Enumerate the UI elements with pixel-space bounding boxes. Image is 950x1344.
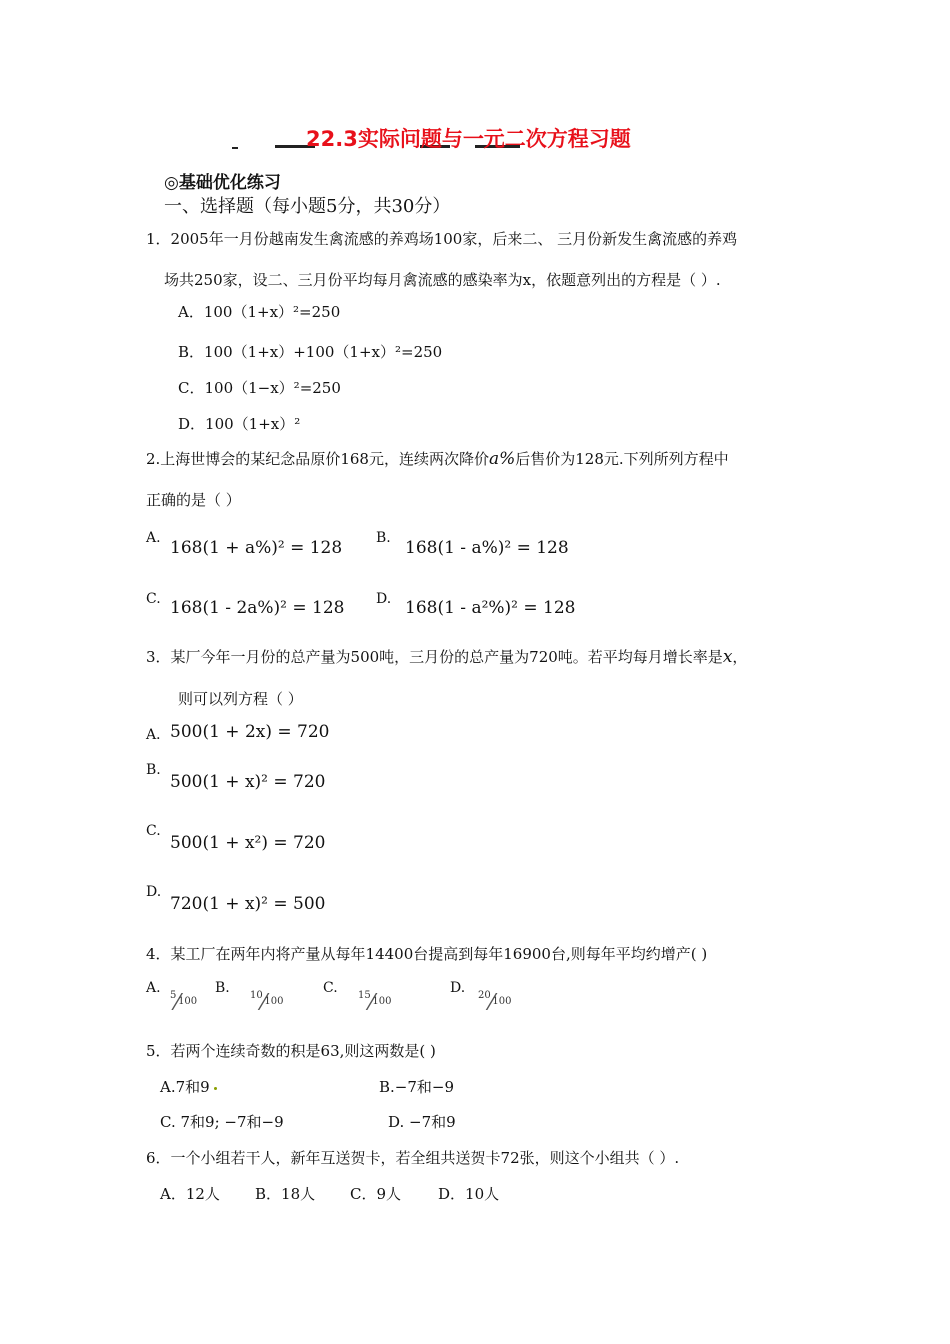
question-2-label-a: A.	[146, 530, 161, 546]
question-4-option-d	[478, 990, 512, 1016]
question-5-option-a	[160, 1076, 217, 1097]
fraction-numerator: 15	[358, 990, 371, 1001]
scan-artifact	[232, 147, 238, 149]
question-5-option-d: D. −7和9	[388, 1113, 456, 1131]
fraction-slash: ⁄	[261, 991, 266, 1016]
question-4-line-1: 4．某工厂在两年内将产量从每年14400台提高到每年16900台,则每年平均约增产( )	[146, 945, 708, 963]
fraction-numerator: 20	[478, 990, 491, 1001]
question-2-label-b: B.	[376, 530, 391, 546]
question-1-option-a: A．100（1+x）²=250	[178, 303, 341, 321]
question-3-line-2: 则可以列方程（ ）	[178, 690, 303, 708]
question-3-option-d: 720(1 + x)² = 500	[170, 894, 326, 914]
question-2-line-1	[146, 448, 729, 469]
question-6-option-c: C．9人	[350, 1185, 402, 1203]
question-4-label-c: C.	[323, 980, 338, 996]
question-3-option-b: 500(1 + x)² = 720	[170, 772, 326, 792]
question-3-label-a: A．	[146, 727, 171, 743]
question-2-label-d: D.	[376, 591, 392, 607]
fraction-slash: ⁄	[175, 991, 180, 1016]
fraction-denominator: 100	[372, 996, 392, 1007]
question-3-option-a: 500(1 + 2x) = 720	[170, 722, 330, 742]
question-2-option-b: 168(1 - a%)² = 128	[405, 538, 569, 558]
fraction-slash: ⁄	[489, 991, 494, 1016]
section-heading: ◎基础优化练习	[164, 173, 281, 193]
question-3-text: 3．某厂今年一月份的总产量为500吨，三月份的总产量为720吨。若平均每月增长率是	[146, 648, 723, 666]
fraction-numerator: 10	[250, 990, 263, 1001]
question-2-text: 2.上海世博会的某纪念品原价168元，连续两次降价	[146, 450, 489, 468]
fraction-denominator: 100	[264, 996, 284, 1007]
question-6-option-b: B．18人	[255, 1185, 316, 1203]
question-6-option-a: A．12人	[160, 1185, 220, 1203]
question-3-label-d: D.	[146, 884, 162, 900]
question-3-text-end: ，	[732, 648, 748, 666]
question-5-option-b: B.−7和−9	[379, 1078, 455, 1096]
question-1-line-2: 场共250家，设二、三月份平均每月禽流感的感染率为x，依题意列出的方程是（ ）.	[164, 271, 721, 289]
question-2-line-2: 正确的是（ ）	[146, 491, 241, 509]
question-4-option-c	[358, 990, 392, 1016]
question-1-line-1: 1．2005年一月份越南发生禽流感的养鸡场100家，后来二、 三月份新发生禽流感的养鸡	[146, 230, 738, 248]
question-2-text-end: 后售价为128元.下列所列方程中	[515, 450, 729, 468]
question-1-option-d: D．100（1+x）²	[178, 415, 301, 433]
question-2-option-c: 168(1 - 2a%)² = 128	[170, 598, 345, 618]
scan-dot	[214, 1087, 217, 1090]
question-6-line-1: 6．一个小组若干人，新年互送贺卡，若全组共送贺卡72张，则这个小组共（ ）.	[146, 1149, 680, 1167]
question-2-math: a%	[488, 449, 516, 469]
question-5-option-c: C. 7和9; −7和−9	[160, 1113, 284, 1131]
question-6-option-d: D．10人	[438, 1185, 500, 1203]
question-3-line-1	[146, 646, 747, 667]
fraction-slash: ⁄	[369, 991, 374, 1016]
question-2-option-d: 168(1 - a²%)² = 128	[405, 598, 576, 618]
question-4-label-d: D.	[450, 980, 466, 996]
question-1-option-b: B．100（1+x）+100（1+x）²=250	[178, 343, 443, 361]
question-3-label-c: C.	[146, 823, 161, 839]
question-4-option-b	[250, 990, 284, 1016]
question-4-label-b: B.	[215, 980, 230, 996]
page-title: 22.3实际问题与一元二次方程习题	[306, 127, 631, 151]
question-3-option-c: 500(1 + x²) = 720	[170, 833, 326, 853]
option-text: A.7和9	[160, 1078, 210, 1096]
question-2-label-c: C.	[146, 591, 161, 607]
fraction-numerator: 5	[170, 990, 177, 1001]
question-4-option-a	[170, 990, 197, 1016]
fraction-denominator: 100	[492, 996, 512, 1007]
question-1-option-c: C．100（1−x）²=250	[178, 379, 341, 397]
subsection-heading: 一、选择题（每小题5分，共30分）	[164, 196, 451, 217]
question-2-option-a: 168(1 + a%)² = 128	[170, 538, 343, 558]
question-5-line-1: 5．若两个连续奇数的积是63,则这两数是( )	[146, 1042, 436, 1060]
question-3-label-b: B.	[146, 762, 161, 778]
question-4-label-a: A.	[146, 980, 161, 996]
fraction-denominator: 100	[178, 996, 198, 1007]
question-3-math: x	[722, 647, 733, 667]
